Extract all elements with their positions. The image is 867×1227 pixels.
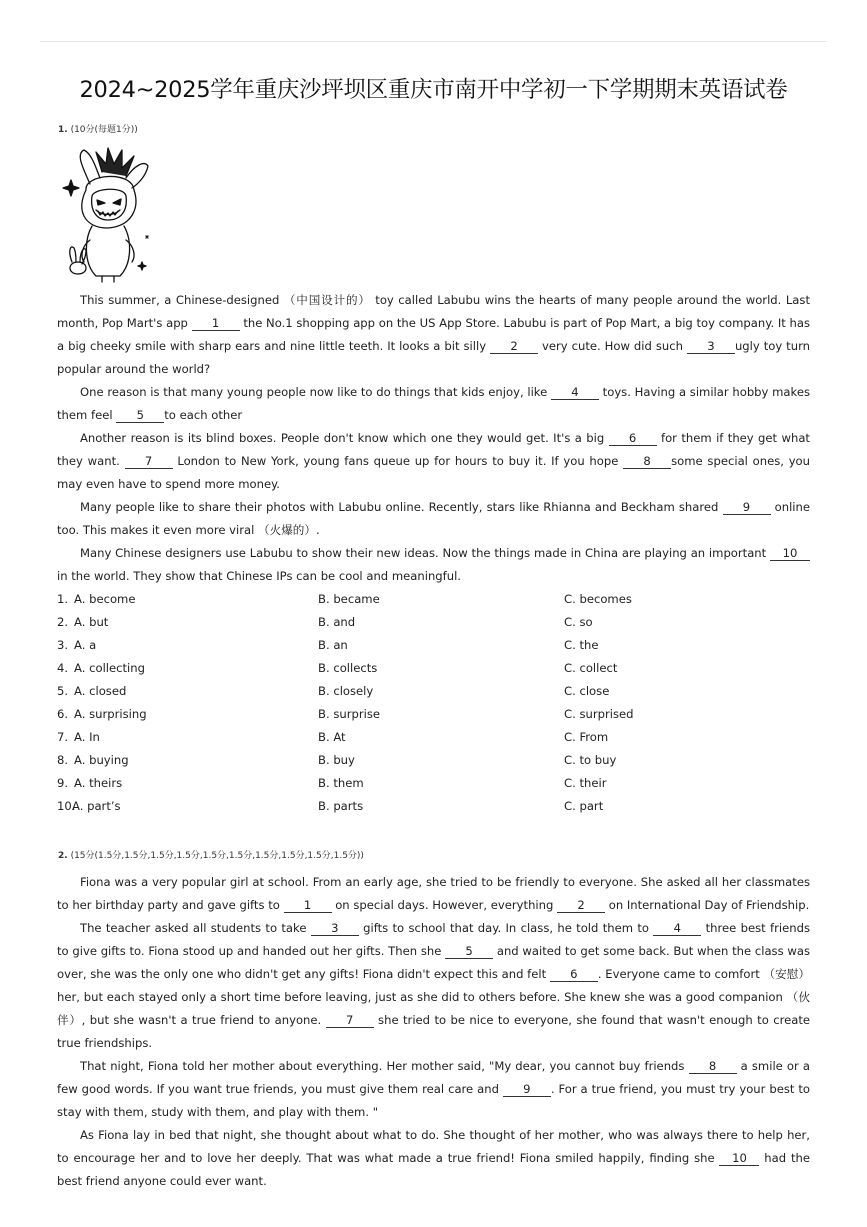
q1-blank-6: 6 <box>609 431 657 446</box>
q2-blank-3: 3 <box>311 921 359 936</box>
q1-paragraph: This summer, a Chinese-designed （中国设计的） toy called Labubu wins the hearts of many people around the world. Last month, Pop Mart's app 1 the No.1 shopping app on the US App Store. Labubu is part of Pop Mart, a big toy company. It has a big cheeky smile with sharp ears and nine little teeth. It looks a bit silly 2 very cute. How did such 3 ugly toy turn popular around the world? <box>57 293 810 376</box>
option-number: 5. <box>57 684 69 698</box>
option-c: C. their <box>564 776 607 790</box>
option-a <box>57 680 126 703</box>
option-a <box>57 772 122 795</box>
q2-paragraph: The teacher asked all students to take 3 gifts to school that day. In class, he told them to 4 three best friends to give gifts to. Fiona stood up and handed out her gifts. Then she 5 and waited to get some back. But when the class was over, she was the only one who didn't get any gifts! Fiona didn't expect this and felt 6 . Everyone came to comfort （安慰） her, but each stayed only a short time before leaving, just as she did to others before. She knew she was a good companion （伙伴）, but she wasn't a true friend to anyone. 7 she tried to be nice to everyone, she found that wasn't enough to create true friendships. <box>57 921 811 1050</box>
option-number: 2. <box>57 615 69 629</box>
q1-blank-10: 10 <box>770 546 810 561</box>
question-2-score: (15分(1.5分,1.5分,1.5分,1.5分,1.5分,1.5分,1.5分,1.5分,1.5分,1.5分)) <box>70 851 364 861</box>
option-a <box>57 795 121 818</box>
q2-blank-5: 5 <box>445 944 493 959</box>
option-row <box>57 726 817 749</box>
question-2-passage <box>57 871 810 1193</box>
option-c: C. the <box>564 638 599 652</box>
option-a-text: A. buying <box>74 753 129 767</box>
option-c: C. From <box>564 730 609 744</box>
q2-paragraph: That night, Fiona told her mother about everything. Her mother said, "My dear, you cannot buy friends 8 a smile or a few good words. If you want true friends, you must give them real care and 9 . For a true friend, you must try your best to stay with them, study with them, and play with them. " <box>57 1059 810 1119</box>
q1-blank-4: 4 <box>551 385 599 400</box>
q1-blank-5: 5 <box>116 408 164 423</box>
option-a-text: A. surprising <box>74 707 147 721</box>
page-title: 2024~2025学年重庆沙坪坝区重庆市南开中学初一下学期期末英语试卷 <box>79 77 788 103</box>
option-a-text: A. theirs <box>74 776 123 790</box>
option-b: B. closely <box>318 684 374 698</box>
option-c: C. becomes <box>564 592 632 606</box>
option-number: 9. <box>57 776 69 790</box>
option-a <box>57 749 129 772</box>
option-b: B. them <box>318 776 364 790</box>
q1-paragraph: Another reason is its blind boxes. People don't know which one they would get. It's a big 6 for them if they get what they want. 7 London to New York, young fans queue up for hours to buy it. If you hope 8 some special ones, you may even have to spend more money. <box>57 431 810 491</box>
option-number: 1. <box>57 592 69 606</box>
option-a-text: A. closed <box>74 684 127 698</box>
q1-paragraph: One reason is that many young people now like to do things that kids enjoy, like 4 toys. Having a similar hobby makes them feel 5 to each other <box>57 385 810 422</box>
question-1-number: 1. <box>58 125 68 135</box>
option-number: 6. <box>57 707 69 721</box>
q1-blank-8: 8 <box>623 454 671 469</box>
option-number: 3. <box>57 638 69 652</box>
labubu-illustration <box>62 144 154 287</box>
question-1-header <box>58 122 138 135</box>
option-a-text: A. collecting <box>74 661 145 675</box>
option-b: B. At <box>318 730 346 744</box>
option-b: B. buy <box>318 753 355 767</box>
option-c: C. close <box>564 684 610 698</box>
q2-blank-9: 9 <box>503 1082 551 1097</box>
q2-blank-10: 10 <box>719 1151 759 1166</box>
option-a-text: A. part’s <box>72 799 121 813</box>
option-number: 7. <box>57 730 69 744</box>
option-b: B. surprise <box>318 707 380 721</box>
option-a <box>57 726 100 749</box>
option-row <box>57 795 817 818</box>
option-row <box>57 680 817 703</box>
option-a <box>57 611 108 634</box>
option-row <box>57 634 817 657</box>
option-row <box>57 657 817 680</box>
question-1-score: (10分(每题1分)) <box>70 125 138 135</box>
q2-paragraph: As Fiona lay in bed that night, she thought about what to do. She thought of her mother, who was always there to help her, to encourage her and to love her deeply. That was what made a true friend! Fiona smiled happily, finding she 10 had the best friend anyone could ever want. <box>57 1128 810 1188</box>
header-divider <box>40 41 827 42</box>
option-a <box>57 588 135 611</box>
option-a-text: A. In <box>74 730 100 744</box>
option-b: B. collects <box>318 661 378 675</box>
option-row <box>57 588 817 611</box>
option-b: B. and <box>318 615 356 629</box>
option-a-text: A. a <box>74 638 97 652</box>
option-a-text: A. become <box>74 592 136 606</box>
option-a <box>57 703 147 726</box>
q2-blank-6: 6 <box>550 967 598 982</box>
q1-blank-3: 3 <box>687 339 735 354</box>
option-a <box>57 634 96 657</box>
question-1-passage <box>57 289 810 588</box>
option-row <box>57 772 817 795</box>
option-b: B. an <box>318 638 348 652</box>
option-b: B. parts <box>318 799 364 813</box>
option-c: C. surprised <box>564 707 634 721</box>
q2-blank-2: 2 <box>557 898 605 913</box>
q2-paragraph: Fiona was a very popular girl at school. From an early age, she tried to be friendly to everyone. She asked all her classmates to her birthday party and gave gifts to 1 on special days. However, everything 2 on International Day of Friendship. <box>57 875 810 912</box>
option-a-text: A. but <box>74 615 109 629</box>
q1-paragraph: Many Chinese designers use Labubu to show their new ideas. Now the things made in China are playing an important 10 in the world. They show that Chinese IPs can be cool and meaningful. <box>57 542 810 588</box>
option-b: B. became <box>318 592 380 606</box>
q1-blank-7: 7 <box>125 454 173 469</box>
q1-blank-1: 1 <box>192 316 240 331</box>
option-number: 10. <box>57 799 76 813</box>
option-c: C. collect <box>564 661 618 675</box>
question-2-number: 2. <box>58 851 68 861</box>
q1-blank-2: 2 <box>490 339 538 354</box>
q2-blank-8: 8 <box>689 1059 737 1074</box>
option-row <box>57 703 817 726</box>
option-row <box>57 749 817 772</box>
option-row <box>57 611 817 634</box>
q1-blank-9: 9 <box>723 500 771 515</box>
option-a <box>57 657 145 680</box>
question-1-options <box>57 588 817 818</box>
option-c: C. to buy <box>564 753 617 767</box>
option-c: C. so <box>564 615 593 629</box>
q2-blank-1: 1 <box>284 898 332 913</box>
option-number: 4. <box>57 661 69 675</box>
question-2-header <box>58 848 364 861</box>
option-number: 8. <box>57 753 69 767</box>
q1-paragraph: Many people like to share their photos with Labubu online. Recently, stars like Rhianna and Beckham shared 9 online too. This makes it even more viral （火爆的）. <box>57 500 810 537</box>
option-c: C. part <box>564 799 604 813</box>
q2-blank-4: 4 <box>653 921 701 936</box>
q2-blank-7: 7 <box>326 1013 374 1028</box>
